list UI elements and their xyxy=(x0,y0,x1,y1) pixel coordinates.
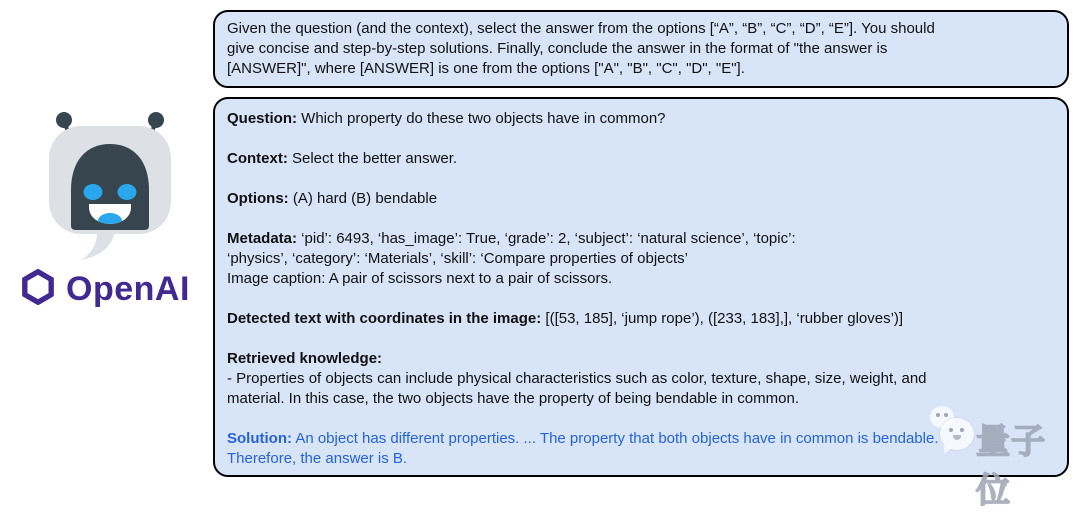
solution-label: Solution: xyxy=(227,430,292,447)
metadata-line3: Image caption: A pair of scissors next to a pair of scissors. xyxy=(227,270,613,287)
retrieved-knowledge-line2: material. In this case, the two objects have the property of being bendable in common. xyxy=(227,390,799,407)
options-label: Options: xyxy=(227,190,289,207)
context-section xyxy=(227,149,1055,169)
system-prompt-line: Given the question (and the context), select the answer from the options [“A”, “B”, “C”, “D”, “E”]. You should xyxy=(227,20,935,37)
system-prompt-line: [ANSWER]", where [ANSWER] is one from the options ["A", "B", "C", "D", "E"]. xyxy=(227,60,745,77)
detected-text-label: Detected text with coordinates in the image: xyxy=(227,310,542,327)
question-section xyxy=(227,109,1055,129)
question-text: Which property do these two objects have in common? xyxy=(297,110,666,127)
robot-avatar-icon xyxy=(25,108,195,263)
question-label: Question: xyxy=(227,110,297,127)
system-prompt-line: give concise and step-by-step solutions. Finally, conclude the answer in the format of "the answer is xyxy=(227,40,888,57)
context-text: Select the better answer. xyxy=(287,150,458,167)
metadata-section xyxy=(227,229,1055,289)
options-section xyxy=(227,189,1055,209)
retrieved-knowledge-label: Retrieved knowledge: xyxy=(227,350,383,367)
openai-logo-text: OpenAI xyxy=(66,270,190,308)
prompt-example-box xyxy=(213,97,1069,477)
metadata-line2: ‘physics’, ‘category’: ‘Materials’, ‘skill’: ‘Compare properties of objects’ xyxy=(227,250,688,267)
solution-line2: Therefore, the answer is B. xyxy=(227,450,408,467)
retrieved-knowledge-section xyxy=(227,349,1055,409)
brand-column xyxy=(12,108,207,314)
system-prompt-box xyxy=(213,10,1069,88)
metadata-label: Metadata: xyxy=(227,230,298,247)
options-text: (A) hard (B) bendable xyxy=(288,190,438,207)
detected-text-value: [([53, 185], ‘jump rope’), ([233, 183],], ‘rubber gloves’)] xyxy=(541,310,904,327)
context-label: Context: xyxy=(227,150,288,167)
metadata-line1: ‘pid’: 6493, ‘has_image’: True, ‘grade’: 2, ‘subject’: ‘natural science’, ‘topic’: xyxy=(297,230,796,247)
solution-line1: An object has different properties. ... The property that both objects have in common is bendable. xyxy=(291,430,939,447)
retrieved-knowledge-line1: - Properties of objects can include physical characteristics such as color, texture, shape, size, weight, and xyxy=(227,370,927,387)
openai-logo-icon xyxy=(16,265,60,314)
detected-text-section xyxy=(227,309,1055,329)
openai-logo xyxy=(12,265,207,314)
solution-section xyxy=(227,429,1055,469)
watermark-text: 量子位 xyxy=(976,422,1046,511)
